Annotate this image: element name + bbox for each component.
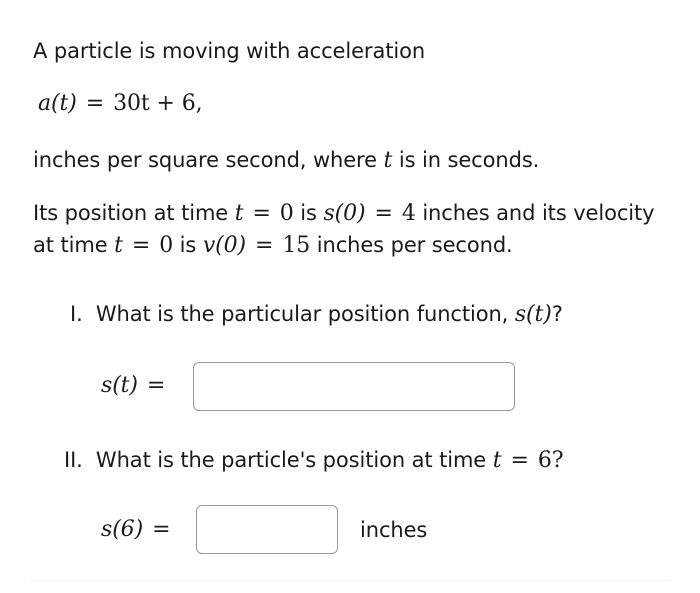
cond2-text-end: inches per second.: [310, 233, 513, 257]
question-1-number: I.: [70, 302, 83, 326]
question-1-func: s(t): [514, 302, 552, 327]
cond-four: 4: [401, 201, 416, 226]
units-text: inches per square second, where: [33, 148, 384, 172]
units-end: is in seconds.: [392, 148, 540, 172]
cond-text-end: inches and its velocity: [415, 201, 655, 225]
bottom-divider: [30, 580, 670, 581]
cond-text-a: Its position at time: [33, 201, 235, 225]
units-var: t: [383, 148, 393, 173]
initial-conditions-line-1: [33, 199, 655, 228]
question-2: [64, 446, 563, 475]
intro-line: A particle is moving with acceleration: [33, 39, 426, 63]
acceleration-equation: [38, 90, 203, 118]
accel-equals: =: [85, 91, 105, 116]
answer-2-equals: =: [152, 517, 171, 542]
cond2-fifteen: 15: [282, 233, 311, 258]
answer-2-unit: inches: [360, 518, 428, 542]
cond-zero: 0: [279, 201, 294, 226]
position-function-input[interactable]: [193, 362, 515, 411]
question-2-number: II.: [64, 448, 83, 472]
initial-conditions-line-2: [33, 231, 513, 260]
cond-text-is: is: [293, 201, 324, 225]
cond-equals-1: =: [252, 201, 271, 226]
cond-equals-2: =: [374, 201, 393, 226]
question-1-end: ?: [551, 302, 563, 326]
cond2-var-t: t: [114, 233, 123, 258]
cond2-equals-1: =: [131, 233, 151, 258]
question-2-var: t: [492, 448, 502, 473]
accel-rhs: 30t + 6,: [113, 91, 203, 116]
cond2-zero: 0: [159, 233, 174, 258]
question-1: [70, 300, 563, 329]
cond2-v0: v(0): [202, 233, 247, 258]
accel-lhs: a(t): [38, 91, 77, 116]
answer-1-equals: =: [146, 373, 166, 398]
cond2-text-is: is: [173, 233, 203, 257]
question-2-text: What is the particle's position at time: [95, 448, 493, 472]
position-at-6-input[interactable]: [196, 505, 338, 554]
cond2-text-a: at time: [33, 233, 115, 257]
question-1-text: What is the particular position function,: [95, 302, 515, 326]
cond-var-t: t: [234, 201, 244, 226]
cond-s0: s(0): [323, 201, 366, 226]
question-2-val: 6?: [537, 448, 564, 473]
question-2-equals: =: [510, 448, 529, 473]
answer-2-label: [101, 516, 179, 544]
cond2-equals-2: =: [255, 233, 274, 258]
answer-1-label: [101, 372, 174, 400]
units-line: [33, 146, 539, 175]
answer-2-lhs: s(6): [101, 517, 144, 542]
answer-1-lhs: s(t): [101, 373, 138, 398]
